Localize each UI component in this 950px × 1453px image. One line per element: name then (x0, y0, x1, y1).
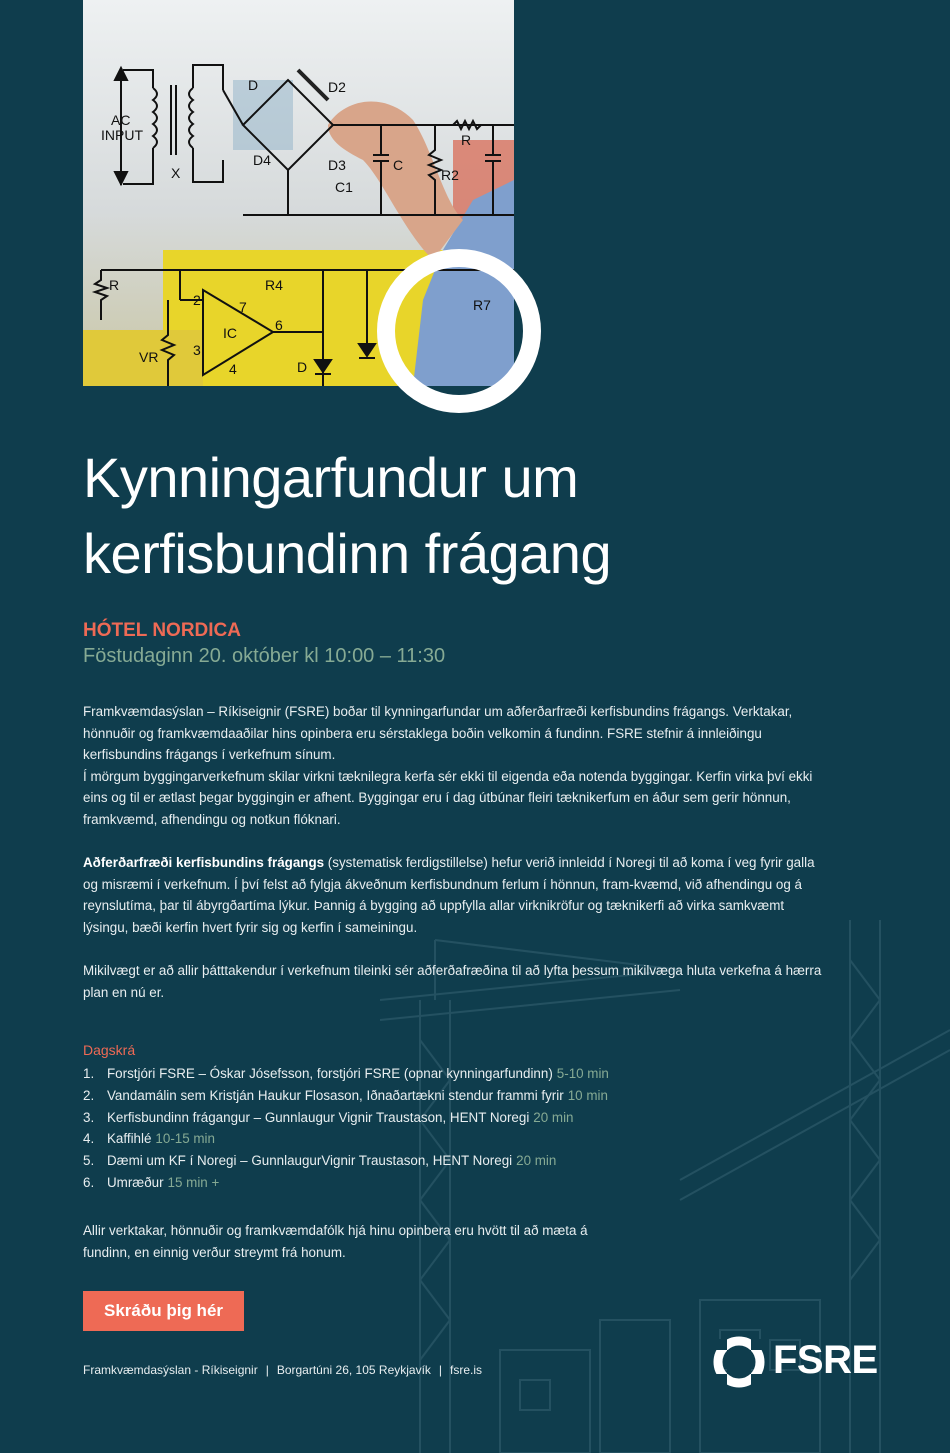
agenda-title: Dagskrá (83, 1042, 136, 1058)
agenda-item-number: 4. (83, 1131, 95, 1147)
circuit-label: X (171, 165, 181, 181)
agenda-item-text: Umræður (107, 1174, 164, 1190)
intro-text (83, 701, 823, 1025)
footer (83, 1363, 482, 1377)
fsre-logo-text: FSRE (773, 1338, 878, 1382)
agenda-item-duration: 10-15 min (155, 1131, 215, 1147)
agenda-item-text: Kaffihlé (107, 1131, 152, 1147)
fsre-logo (713, 1334, 878, 1390)
intro-paragraph-3-bold: Aðferðarfræði kerfisbundins frágangs (83, 855, 325, 871)
agenda-item (83, 1150, 783, 1172)
circuit-label: R7 (473, 297, 491, 313)
circuit-label: 2 (193, 292, 201, 308)
circuit-label: 4 (229, 361, 237, 377)
intro-paragraph-1: Framkvæmdasýslan – Ríkiseignir (FSRE) boðar til kynningarfundar um aðferðarfræði kerfisbundins frágangs. Verktakar, hönnuðir og framkvæmdaaðilar hins opinbera eru sérstaklega boðin velkomin á fundinn. FSRE stefnir á innleiðingu kerfisbundins frágangs í verkefnum sínum. (83, 704, 793, 763)
agenda-item (83, 1085, 783, 1107)
footer-org: Framkvæmdasýslan - Ríkiseignir (83, 1363, 258, 1377)
circuit-label: R2 (441, 167, 459, 183)
agenda-item-duration: 20 min (516, 1153, 557, 1169)
circuit-label: 7 (239, 299, 247, 315)
circuit-label: INPUT (101, 127, 143, 143)
agenda-item-number: 1. (83, 1066, 95, 1081)
footer-address: Borgartúni 26, 105 Reykjavík (276, 1363, 431, 1377)
circuit-label: 6 (275, 317, 283, 333)
agenda-item (83, 1128, 783, 1150)
circuit-label: D2 (328, 79, 346, 95)
circuit-label: R (109, 277, 120, 293)
circuit-label: 3 (193, 342, 201, 358)
circuit-label: D3 (328, 157, 346, 173)
title-line-1: Kynningarfundur um (83, 446, 579, 509)
agenda-item-number: 5. (83, 1153, 95, 1169)
circuit-label: IC (223, 325, 237, 341)
agenda-list (83, 1063, 783, 1194)
decorative-ring (377, 249, 541, 413)
fsre-logo-icon (713, 1336, 765, 1388)
circuit-label: C1 (335, 179, 353, 195)
circuit-label: C (393, 157, 404, 173)
agenda-item-duration: 5-10 min (556, 1066, 609, 1081)
agenda-item-duration: 10 min (567, 1087, 608, 1103)
footer-website-link[interactable]: fsre.is (450, 1363, 483, 1377)
agenda-item (83, 1172, 783, 1194)
circuit-label: R4 (265, 277, 283, 293)
closing-text: Allir verktakar, hönnuðir og framkvæmdafólk hjá hinu opinbera eru hvött til að mæta á fundinn, en einnig verður streymt frá honum. (83, 1223, 588, 1260)
circuit-label: AC (111, 112, 131, 128)
agenda-item-text: Dæmi um KF í Noregi – GunnlaugurVignir Traustason, HENT Noregi (107, 1153, 513, 1169)
title-line-2: kerfisbundinn frágang (83, 522, 612, 585)
agenda-item-duration: 15 min + (167, 1174, 220, 1190)
page-title (83, 440, 843, 592)
circuit-label: D (248, 77, 259, 93)
agenda-item-text: Vandamálin sem Kristján Haukur Flosason, Iðnaðartækni stendur frammi fyrir (107, 1087, 564, 1103)
intro-paragraph-3-rest: (systematisk ferdigstillelse) hefur verið innleidd í Noregi til að koma í veg fyrir galla og misræmi í verkefnum. Í því felst að fylgja ákveðnum kerfisbundnum ferlum í hönnun, fram-kvæmd, við afhendingu og á reynslutíma, þar til ábyrgðartíma lýkur. Þannig á bygging að uppfylla allar virknikröfur og tæknikerfi að virka samkvæmt lýsingu, bæði kerfin hvert fyrir sig og kerfin í sameiningu. (83, 855, 815, 935)
agenda-item-text: Forstjóri FSRE – Óskar Jósefsson, forstjóri FSRE (opnar kynningarfundinn) (107, 1066, 553, 1081)
agenda-item-duration: 20 min (533, 1109, 574, 1125)
agenda-item (83, 1063, 783, 1085)
event-venue: HÓTEL NORDICA (83, 620, 241, 641)
intro-paragraph-3 (83, 852, 823, 938)
circuit-label: D (297, 359, 308, 375)
footer-separator: | (265, 1363, 269, 1377)
event-date: Föstudaginn 20. október kl 10:00 – 11:30 (83, 645, 446, 667)
agenda-item-text: Kerfisbundinn frágangur – Gunnlaugur Vignir Traustason, HENT Noregi (107, 1109, 530, 1125)
footer-separator: | (438, 1363, 443, 1377)
register-button[interactable]: Skráðu þig hér (83, 1291, 244, 1331)
agenda-item-number: 2. (83, 1087, 95, 1103)
circuit-label: D4 (253, 152, 271, 168)
circuit-label: VR (139, 349, 159, 365)
agenda-item-number: 3. (83, 1109, 95, 1125)
agenda-item (83, 1107, 783, 1129)
agenda-item-number: 6. (83, 1174, 95, 1190)
intro-paragraph-2: Í mörgum byggingarverkefnum skilar virkni tæknilegra kerfa sér ekki til eigenda eða notenda byggingar. Kerfin virka því ekki eins og til er ætlast þegar byggingin er afhent. Byggingar eru í dag útbúnar fleiri tæknikerfum en áður sem gerir hönnun, framkvæmd, afhendingu og notkun flóknari. (83, 768, 813, 827)
intro-paragraph-4: Mikilvægt er að allir þátttakendur í verkefnum tileinki sér aðferðafræðina til að lyfta þessum mikilvæga hluta verkefna á hærra plan en nú er. (83, 963, 822, 1000)
circuit-label: R (461, 132, 472, 148)
